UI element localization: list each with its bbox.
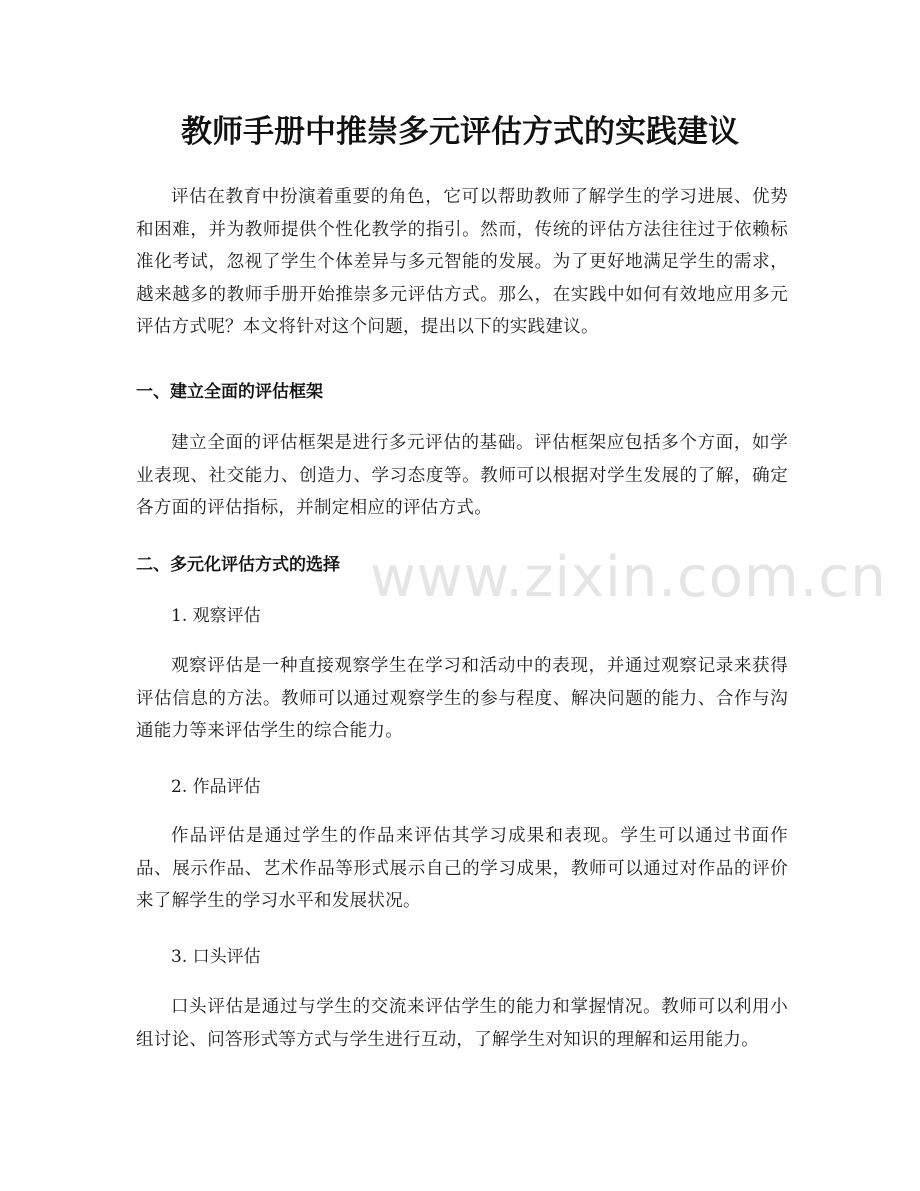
item-1-paragraph: 观察评估是一种直接观察学生在学习和活动中的表现，并通过观察记录来获得评估信息的方法。教师可以通过观察学生的参与程度、解决问题的能力、合作与沟通能力等来评估学生的综合能力。	[136, 656, 788, 741]
item-2-paragraph: 作品评估是通过学生的作品来评估其学习成果和表现。学生可以通过书面作品、展示作品、艺术作品等形式展示自己的学习成果，教师可以通过对作品的评价来了解学生的学习水平和发展状况。	[136, 826, 788, 911]
intro-paragraph: 评估在教育中扮演着重要的角色，它可以帮助教师了解学生的学习进展、优势和困难，并为教师提供个性化教学的指引。然而，传统的评估方法往往过于依赖标准化考试，忽视了学生个体差异与多元智能的发展。为了更好地满足学生的需求，越来越多的教师手册开始推崇多元评估方式。那么，在实践中如何有效地应用多元评估方式呢？本文将针对这个问题，提出以下的实践建议。	[136, 187, 788, 337]
section-2-heading: 二、多元化评估方式的选择	[136, 555, 340, 575]
section-1-paragraph: 建立全面的评估框架是进行多元评估的基础。评估框架应包括多个方面，如学业表现、社交能力、创造力、学习态度等。教师可以根据对学生发展的了解，确定各方面的评估指标，并制定相应的评估方式。	[136, 433, 788, 518]
page-title: 教师手册中推崇多元评估方式的实践建议	[181, 114, 739, 150]
item-2-label: 2. 作品评估	[171, 777, 261, 797]
item-1-label: 1. 观察评估	[171, 606, 261, 626]
watermark-text: www.zixin.com.cn	[370, 545, 887, 610]
section-1-heading: 一、建立全面的评估框架	[136, 382, 323, 402]
item-3-paragraph: 口头评估是通过与学生的交流来评估学生的能力和掌握情况。教师可以利用小组讨论、问答形式等方式与学生进行互动，了解学生对知识的理解和运用能力。	[136, 997, 788, 1050]
item-3-label: 3. 口头评估	[171, 947, 261, 967]
